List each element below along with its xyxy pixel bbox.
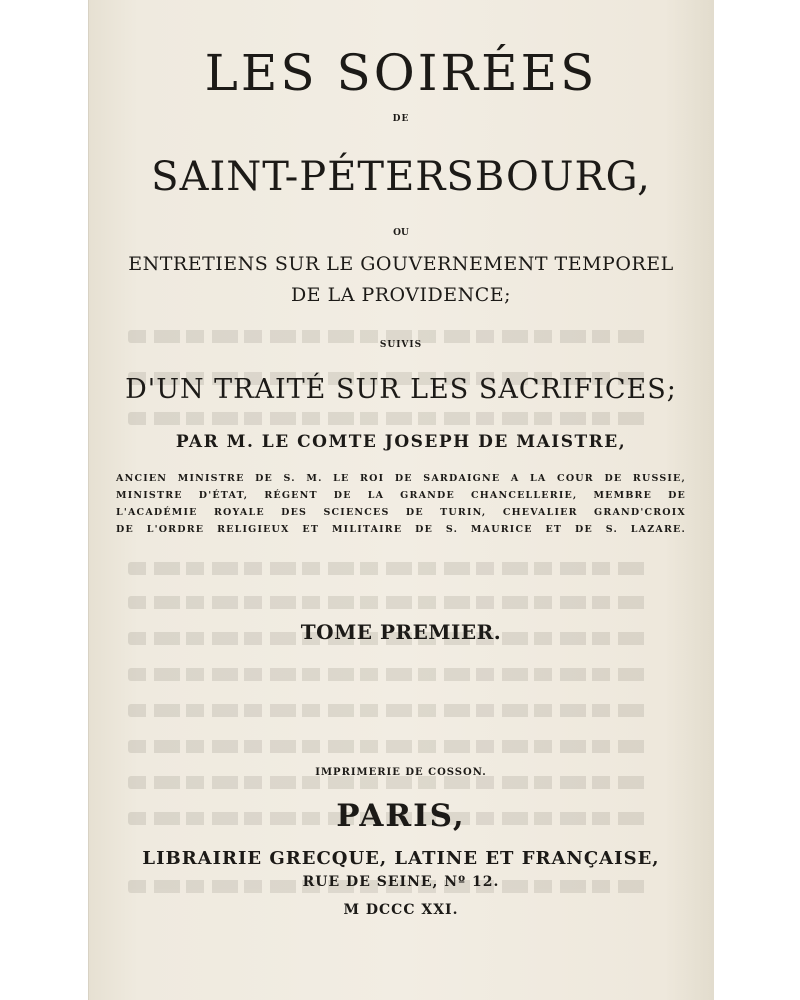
title-connector-ou: OU	[393, 228, 409, 238]
title-page-text	[88, 0, 714, 1000]
subtitle-connector-suivis: SUIVIS	[379, 340, 423, 350]
printer-line: IMPRIMERIE DE COSSON.	[315, 767, 487, 778]
author-qualification-line: DE L'ORDRE RELIGIEUX ET MILITAIRE DE S. MAURICE ET DE S. LAZARE.	[116, 524, 686, 535]
book-title: LES SOIRÉES	[204, 44, 598, 102]
publication-date: M DCCC XXI.	[343, 902, 459, 918]
treatise-title: D'UN TRAITÉ SUR LES SACRIFICES;	[125, 374, 677, 405]
subtitle-line-2: DE LA PROVIDENCE;	[290, 284, 512, 306]
author-qualification-line: MINISTRE D'ÉTAT, RÉGENT DE LA GRANDE CHANCELLERIE, MEMBRE DE	[116, 490, 686, 501]
author-qualification-line: ANCIEN MINISTRE DE S. M. LE ROI DE SARDAIGNE A LA COUR DE RUSSIE,	[116, 473, 686, 484]
publisher-address: RUE DE SEINE, Nº 12.	[302, 874, 500, 890]
title-connector-de: DE	[392, 114, 410, 124]
imprint-city: PARIS,	[336, 798, 466, 834]
subtitle-line-1: ENTRETIENS SUR LE GOUVERNEMENT TEMPOREL	[128, 253, 674, 275]
author-name: PAR M. LE COMTE JOSEPH DE MAISTRE,	[175, 432, 627, 452]
title-page	[88, 0, 714, 1000]
publisher-name: LIBRAIRIE GRECQUE, LATINE ET FRANÇAISE,	[142, 848, 660, 869]
volume-label: TOME PREMIER.	[300, 620, 502, 644]
author-qualification-line: L'ACADÉMIE ROYALE DES SCIENCES DE TURIN, CHEVALIER GRAND'CROIX	[116, 507, 686, 518]
book-title-city: SAINT-PÉTERSBOURG,	[151, 154, 651, 200]
